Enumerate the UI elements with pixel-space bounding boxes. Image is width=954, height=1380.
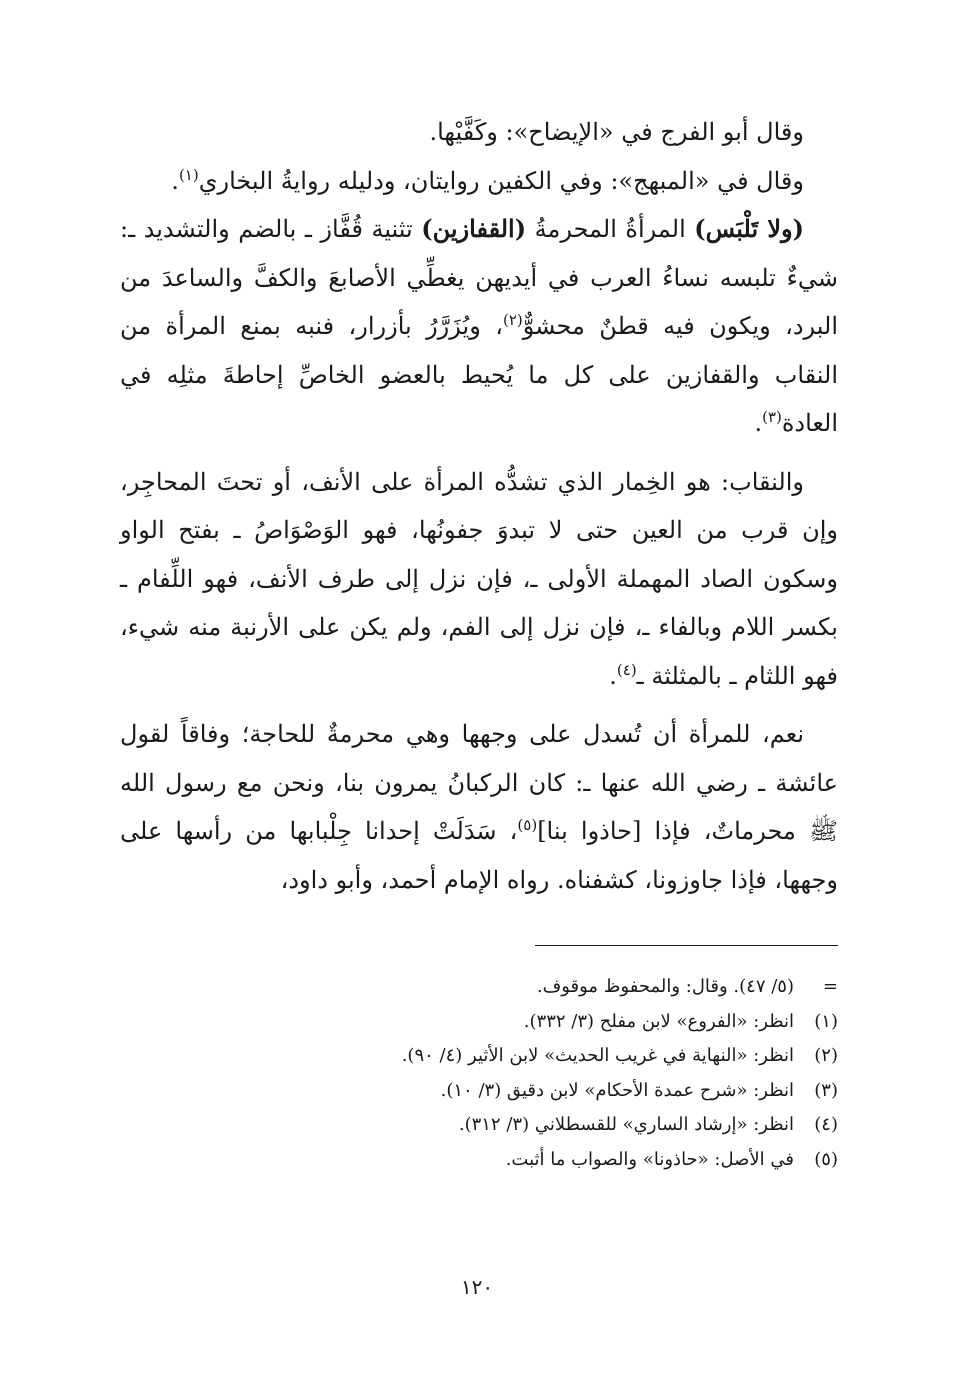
footnote-number: (٣) [814, 1079, 838, 1101]
paragraph-2-end: . [171, 166, 179, 195]
paragraph-3-text-c: ، ويُزَرَّرُ بأزرار، فنبه بمنع المرأة من النقاب والقفازين على كل ما يُحيط بالعضو الخاصِّ إحاطةَ مثلِه في العادة [120, 312, 839, 437]
paragraph-1-text: وقال أبو الفرج في «الإيضاح»: وكَفَّيْها. [429, 118, 804, 146]
footnote-number: (٤) [814, 1114, 838, 1135]
footnote-text: انظر: «النهاية في غريب الحديث» لابن الأثير (٤/ ٩٠). [401, 1045, 794, 1066]
footnote-number: (٢) [814, 1045, 838, 1066]
paragraph-4 [120, 458, 838, 701]
paragraph-5-text-a: نعم، للمرأة أن تُسدل على وجهها وهي محرمةٌ للحاجة؛ وفاقاً لقول عائشة ـ رضي الله عنها ـ: كان الركبانُ يمرون بنا، ونحن مع رسول الله ﷺ محرماتٌ، فإذا [حاذوا بنا] [120, 720, 838, 845]
matn-phrase-2: (القفازين) [421, 214, 527, 243]
paragraph-1 [120, 108, 838, 157]
footnote-1 [118, 1005, 838, 1040]
page-number: ١٢٠ [460, 1275, 494, 1299]
footnote-text: في الأصل: «حاذونا» والصواب ما أثبت. [505, 1148, 794, 1170]
footnote-2 [118, 1039, 838, 1074]
matn-phrase-1: (ولا تَلْبَس) [694, 214, 804, 243]
footnote-text: انظر: «إرشاد الساري» للقسطلاني (٣/ ٣١٢). [458, 1114, 794, 1135]
footnotes [118, 970, 838, 1177]
footnote-text: انظر: «الفروع» لابن مفلح (٣/ ٣٣٢). [523, 1010, 794, 1032]
paragraph-4-text: والنقاب: هو الخِمار الذي تشدُّه المرأة على الأنف، أو تحتَ المحاجِر، وإن قرب من العين حتى لا تبدوَ جفونُها، فهو الوَصْوَاصُ ـ بفتح الواو وسكون الصاد المهملة الأولى ـ، فإن نزل إلى طرف الأنف، فهو اللِّفام ـ بكسر اللام وبالفاء ـ، فإن نزل إلى الفم، ولم يكن على الأرنبة منه شيء، فهو اللثام ـ بالمثلثة ـ [120, 467, 838, 690]
paragraph-3-end: . [754, 409, 763, 437]
paragraph-2 [120, 157, 838, 206]
paragraph-3-text-a: المرأةُ المحرمةُ [526, 215, 695, 243]
footnote-ref-2[interactable]: (٢) [502, 311, 523, 329]
footnote-5 [118, 1143, 838, 1178]
footnote-ref-5[interactable]: (٥) [517, 816, 538, 834]
paragraph-2-text: وقال في «المبهج»: وفي الكفين روايتان، ودليله روايةُ البخاري [198, 166, 804, 195]
footnote-ref-1[interactable]: (١) [178, 165, 199, 184]
paragraph-4-end: . [609, 661, 617, 690]
footnote-text: انظر: «شرح عمدة الأحكام» لابن دقيق (٣/ ١٠). [440, 1079, 794, 1101]
footnote-continuation [118, 970, 838, 1005]
paragraph-3 [120, 205, 838, 448]
paragraph-5 [120, 710, 838, 904]
footnote-marker: = [822, 976, 838, 997]
footnote-ref-3[interactable]: (٣) [762, 408, 782, 426]
paragraph-3-text-b: تثنية قُفَّاز ـ بالضم والتشديد ـ: شيءٌ تلبسه نساءُ العرب في أيديهن يغطِّي الأصابعَ والكفَّ والساعدَ من البرد، ويكون فيه قطنٌ محشوٌّ [120, 215, 838, 340]
footnote-text: (٥/ ٤٧). وقال: والمحفوظ موقوف. [536, 976, 794, 997]
footnote-number: (٥) [814, 1148, 838, 1170]
paragraph-5-text-b: ، سَدَلَتْ إحدانا جِلْبابها من رأسها على وجهها، فإذا جاوزونا، كشفناه. رواه الإمام أحمد، وأبو داود، [120, 817, 838, 894]
footnote-divider [535, 945, 838, 946]
footnote-3 [118, 1074, 838, 1109]
footnote-4 [118, 1108, 838, 1143]
footnote-number: (١) [814, 1010, 838, 1032]
footnote-ref-4[interactable]: (٤) [616, 660, 637, 679]
main-text [120, 108, 838, 904]
